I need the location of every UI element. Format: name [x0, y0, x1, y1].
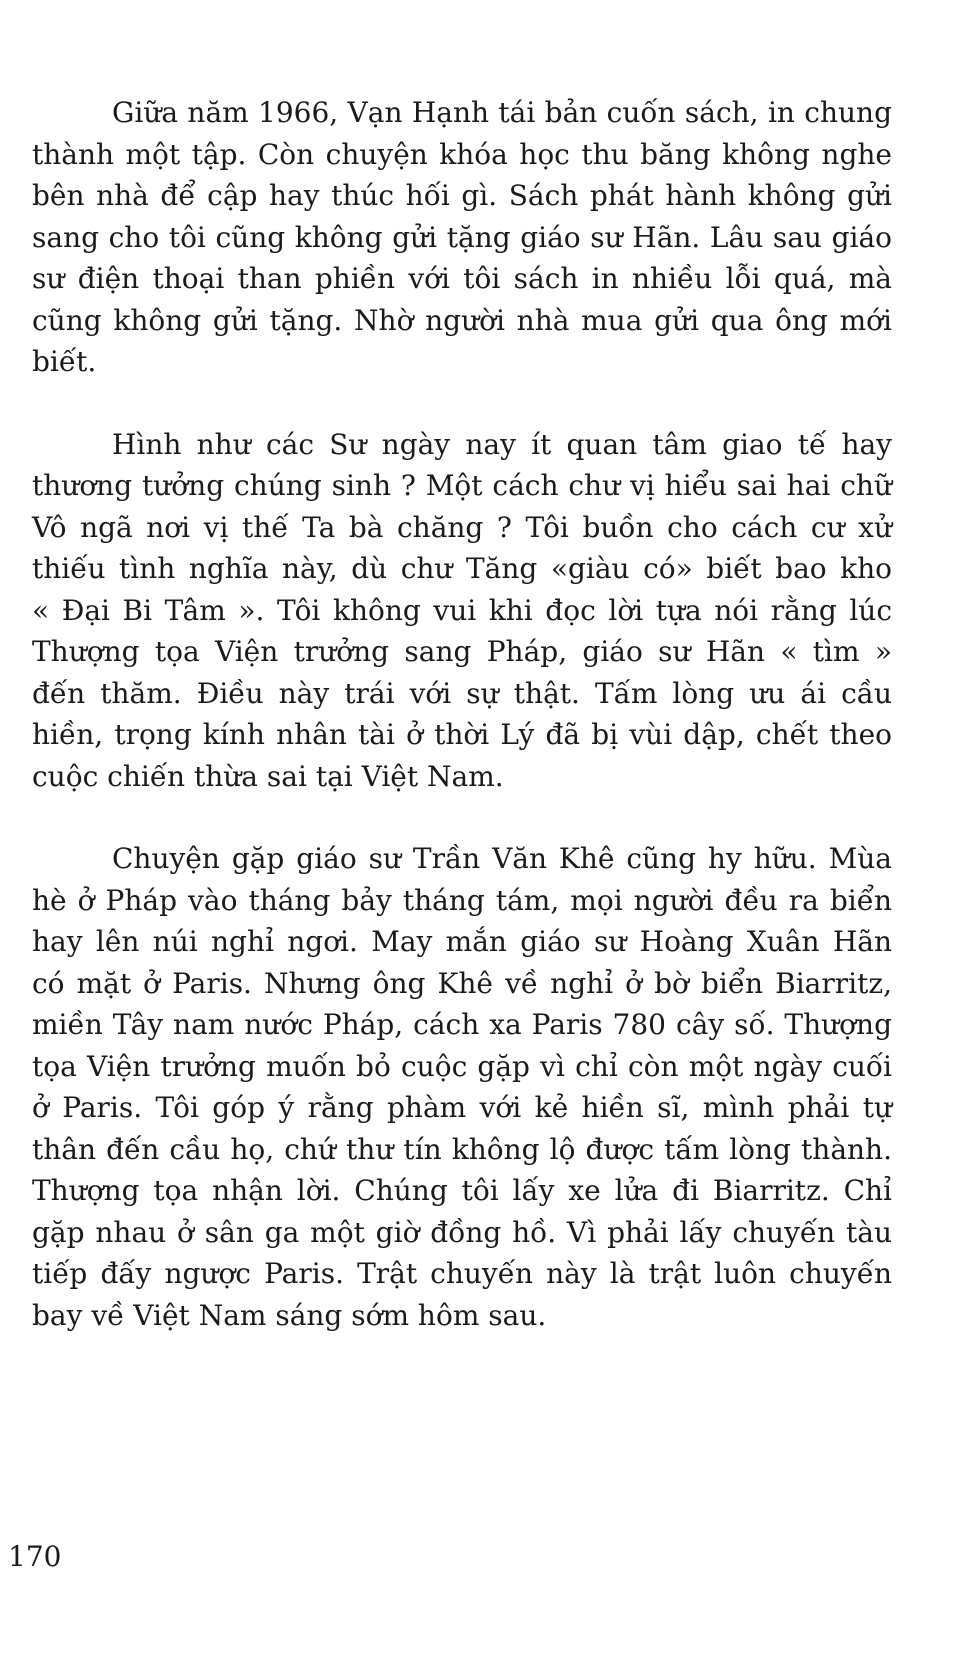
text-line: Hình như các Sư ngày nay ít quan tâm giao tế hay [112, 427, 892, 461]
text-line: hè ở Pháp vào tháng bảy tháng tám, mọi người đều ra biển [32, 883, 892, 917]
text-line: thiếu tình nghĩa này, dù chư Tăng «giàu có» biết bao kho [32, 552, 892, 585]
text-line: đến thăm. Điều này trái với sự thật. Tấm lòng ưu ái cầu [32, 676, 892, 710]
text-line: có mặt ở Paris. Nhưng ông Khê về nghỉ ở bờ biển Biarritz, [32, 966, 892, 1000]
body-text [32, 92, 892, 1377]
text-line: thương tưởng chúng sinh ? Một cách chư vị hiểu sai hai chữ [32, 469, 892, 502]
text-line: sang cho tôi cũng không gửi tặng giáo sư Hãn. Lâu sau giáo [32, 220, 892, 254]
text-line: hay lên núi nghỉ ngơi. May mắn giáo sư Hoàng Xuân Hãn [32, 925, 892, 958]
text-line: tiếp đấy ngược Paris. Trật chuyến này là trật luôn chuyến [32, 1257, 892, 1290]
text-line: thành một tập. Còn chuyện khóa học thu băng không nghe [32, 137, 892, 171]
text-line: Chuyện gặp giáo sư Trần Văn Khê cũng hy hữu. Mùa [112, 842, 892, 875]
page-number: 170 [8, 1540, 62, 1573]
text-line: bay về Việt Nam sáng sớm hôm sau. [32, 1298, 547, 1332]
text-line: Thượng tọa nhận lời. Chúng tôi lấy xe lửa đi Biarritz. Chỉ [32, 1174, 892, 1207]
text-line: thân đến cầu họ, chứ thư tín không lộ được tấm lòng thành. [32, 1132, 892, 1166]
text-line: miền Tây nam nước Pháp, cách xa Paris 780 cây số. Thượng [32, 1008, 892, 1041]
text-line: Vô ngã nơi vị thế Ta bà chăng ? Tôi buồn cho cách cư xử [32, 510, 892, 544]
paragraph-1 [32, 92, 892, 383]
text-line: cũng không gửi tặng. Nhờ người nhà mua gửi qua ông mới [32, 303, 892, 337]
text-line: biết. [32, 345, 97, 378]
paragraph-2 [32, 424, 892, 798]
paragraph-3 [32, 838, 892, 1336]
text-line: bên nhà để cập hay thúc hối gì. Sách phát hành không gửi [32, 179, 892, 212]
text-line: « Đại Bi Tâm ». Tôi không vui khi đọc lời tựa nói rằng lúc [32, 593, 892, 627]
text-line: gặp nhau ở sân ga một giờ đồng hồ. Vì phải lấy chuyến tàu [32, 1215, 892, 1249]
text-line: tọa Viện trưởng muốn bỏ cuộc gặp vì chỉ còn một ngày cuối [32, 1049, 892, 1083]
text-line: Giữa năm 1966, Vạn Hạnh tái bản cuốn sách, in chung [112, 96, 892, 129]
text-line: Thượng tọa Viện trưởng sang Pháp, giáo sư Hãn « tìm » [32, 635, 892, 668]
text-line: ở Paris. Tôi góp ý rằng phàm với kẻ hiền sĩ, mình phải tự [32, 1091, 892, 1124]
text-line: hiền, trọng kính nhân tài ở thời Lý đã bị vùi dập, chết theo [32, 718, 892, 751]
text-line: cuộc chiến thừa sai tại Việt Nam. [32, 759, 504, 793]
text-line: sư điện thoại than phiền với tôi sách in nhiều lỗi quá, mà [32, 262, 892, 295]
